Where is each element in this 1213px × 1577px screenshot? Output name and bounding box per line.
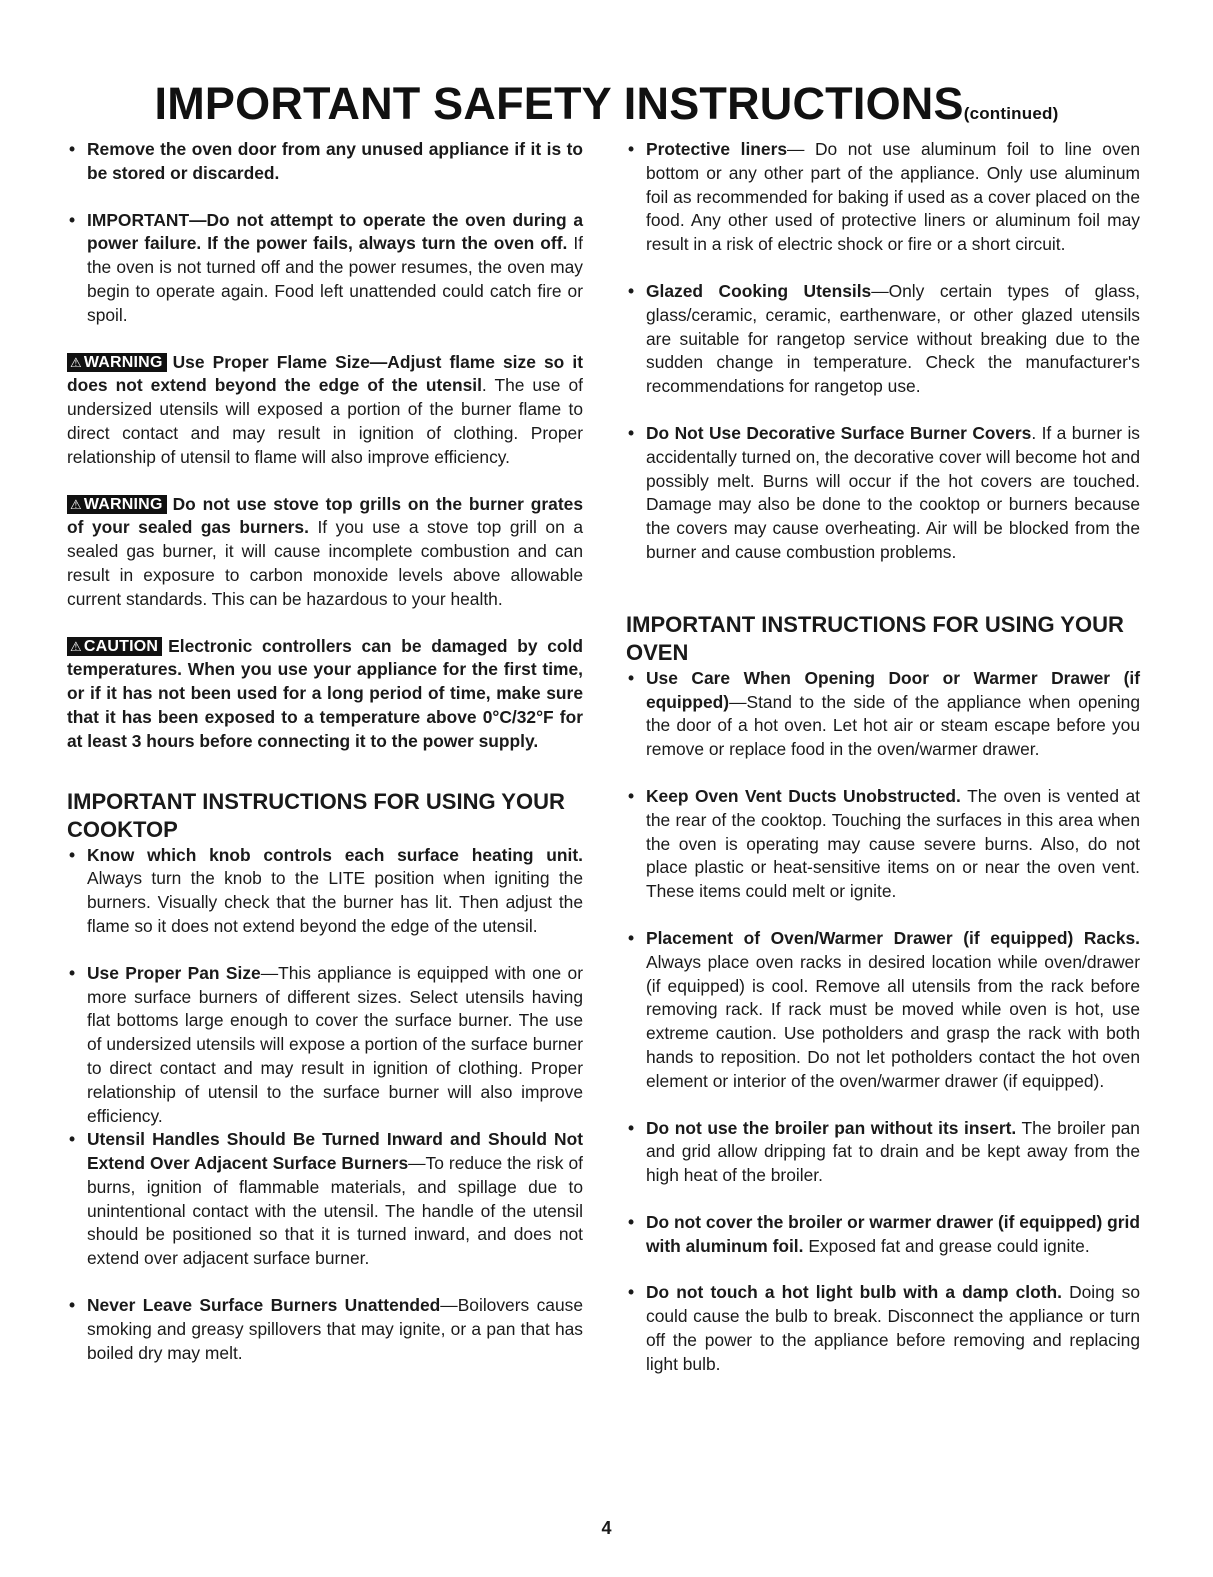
warning-paragraph [67, 351, 583, 470]
item-bold: Do Not Use Decorative Surface Burner Covers [646, 422, 1032, 443]
item-text: — Do not use aluminum foil to line oven bottom or any other part of the appliance. Only use aluminum foil as recommended for baking if used as a cover placed on the food. Any other used of protective liners or aluminum foil may result in a risk of electric shock or fire or a short circuit. [646, 139, 1140, 255]
list-item [626, 138, 1140, 257]
list-item [67, 138, 583, 186]
list-item [626, 1211, 1140, 1259]
item-bold: Utensil Handles Should Be Turned Inward and Should Not Extend Over Adjacent Surface Burners [87, 1129, 583, 1174]
item-text: —This appliance is equipped with one or more surface burners of different sizes. Select utensils having flat bottoms large enough to cover the surface burner. The use of undersized utensils will expose a portion of the surface burner to direct contact and may result in ignition of clothing. Proper relationship of utensil to the surface burner will also improve efficiency. [87, 962, 583, 1126]
item-bold: Do not use the broiler pan without its insert. [646, 1117, 1017, 1138]
item-text: Exposed fat and grease could ignite. [803, 1235, 1090, 1256]
page-title [0, 78, 1213, 130]
item-text: Always place oven racks in desired location while oven/drawer (if equipped) is cool. Remove all utensils from the rack before removing rack. If rack must be moved while oven is hot, use extreme caution. Use potholders and grasp the rack with both hands to reposition. Do not let potholders contact the hot oven element or interior of the oven/warmer drawer (if equipped). [646, 951, 1140, 1091]
section-heading-oven: IMPORTANT INSTRUCTIONS FOR USING YOUR OVEN [626, 611, 1124, 665]
item-bold: IMPORTANT—Do not attempt to operate the oven during a power failure. If the power fails, always turn the oven off. [87, 209, 583, 254]
list-item [626, 280, 1140, 399]
list-item [67, 209, 583, 328]
right-column [626, 138, 1140, 1377]
item-text: . The use of undersized utensils will exposed a portion of the burner flame to direct contact and may result in ignition of clothing. Proper relationship of utensil to flame will also improve efficiency. [67, 375, 583, 467]
item-bold: Know which knob controls each surface heating unit. [87, 844, 583, 865]
item-text: If you use a stove top grill on a sealed gas burner, it will cause incomplete combustion and can result in exposure to carbon monoxide levels above allowable current standards. This can be hazardous to your health. [67, 517, 583, 609]
left-column [67, 138, 583, 1365]
item-text: Doing so could cause the bulb to break. Disconnect the appliance or turn off the power to the appliance before removing and replacing light bulb. [646, 1282, 1140, 1374]
item-bold: Use Care When Opening Door or Warmer Drawer (if equipped) [646, 667, 1140, 712]
warning-paragraph [67, 493, 583, 612]
badge-label: WARNING [83, 495, 163, 513]
item-bold: Use Proper Pan Size [87, 962, 261, 983]
item-text: —Boilovers cause smoking and greasy spillovers that may ignite, or a pan that has boiled dry may melt. [87, 1295, 583, 1363]
list-item [626, 1281, 1140, 1376]
list-item [67, 1294, 583, 1365]
item-bold: Do not cover the broiler or warmer drawer (if equipped) grid with aluminum foil. [646, 1211, 1140, 1256]
title-main: IMPORTANT SAFETY INSTRUCTIONS [154, 78, 964, 129]
list-item [67, 962, 583, 1129]
item-text: . If a burner is accidentally turned on, the decorative cover will become hot and possibly melt. Burns will occur if the hot covers are touched. Damage may also be done to the cooktop or burners because the covers may cause overheating. Air will be blocked from the burner and cause combustion problems. [646, 422, 1140, 562]
item-bold: Keep Oven Vent Ducts Unobstructed. [646, 785, 961, 806]
list-item [626, 667, 1140, 762]
item-text: The broiler pan and grid allow dripping fat to drain and be kept away from the high heat of the broiler. [646, 1117, 1140, 1186]
item-text: —To reduce the risk of burns, ignition of flammable materials, and spillage due to unintentional contact with the utensil. The handle of the utensil should be positioned so that it is turned inward, and does not extend over adjacent surface burner. [87, 1153, 583, 1269]
section-heading-cooktop: IMPORTANT INSTRUCTIONS FOR USING YOUR COOKTOP [67, 788, 565, 842]
caution-paragraph [67, 635, 583, 754]
item-text: If the oven is not turned off and the power resumes, the oven may begin to operate again. Food left unattended could catch fire or spoil. [87, 233, 583, 325]
warning-triangle-icon: ⚠ [70, 496, 82, 512]
item-bold: Remove the oven door from any unused appliance if it is to be stored or discarded. [87, 139, 583, 183]
list-item [626, 785, 1140, 904]
item-text: The oven is vented at the rear of the cooktop. Touching the surfaces in this area when the oven is operating may cause severe burns. Also, do not place plastic or heat-sensitive items on or near the oven vent. These items could melt or ignite. [646, 785, 1140, 902]
warning-badge [67, 353, 167, 372]
list-item [67, 1128, 583, 1271]
page-number: 4 [601, 1518, 612, 1538]
warning-triangle-icon: ⚠ [70, 638, 82, 654]
item-bold: Never Leave Surface Burners Unattended [87, 1295, 441, 1316]
warning-triangle-icon: ⚠ [70, 354, 82, 370]
item-bold: Do not touch a hot light bulb with a damp cloth. [646, 1282, 1062, 1303]
item-bold: Placement of Oven/Warmer Drawer (if equipped) Racks. [646, 927, 1140, 948]
list-item [67, 844, 583, 939]
title-suffix: (continued) [963, 104, 1059, 123]
caution-badge [67, 637, 162, 656]
list-item [626, 422, 1140, 565]
item-text: —Stand to the side of the appliance when opening the door of a hot oven. Let hot air or steam escape before you remove or replace food in the oven/warmer drawer. [646, 691, 1140, 760]
item-bold: Protective liners [646, 139, 788, 159]
item-bold: Electronic controllers can be damaged by cold temperatures. When you use your appliance for the first time, or if it has not been used for a long period of time, make sure that it has been exposed to a temperature above 0°C/32°F for at least 3 hours before connecting it to the power supply. [67, 635, 583, 751]
list-item [626, 1117, 1140, 1188]
warning-badge [67, 495, 167, 514]
item-bold: Do not use stove top grills on the burner grates of your sealed gas burners. [67, 493, 583, 538]
badge-label: CAUTION [83, 637, 159, 655]
item-bold: Glazed Cooking Utensils [646, 280, 872, 301]
item-text: Always turn the knob to the LITE position when igniting the burners. Visually check that the burner has lit. Then adjust the flame so it does not extend beyond the edge of the utensil. [87, 868, 583, 936]
item-bold: Use Proper Flame Size—Adjust flame size so it does not extend beyond the edge of the utensil [67, 351, 583, 396]
badge-label: WARNING [83, 353, 163, 371]
item-text: —Only certain types of glass, glass/ceramic, ceramic, earthenware, or other glazed utensils are suitable for rangetop service without breaking due to the sudden change in temperature. Check the manufacturer's recommendations for rangetop use. [646, 280, 1140, 397]
list-item [626, 927, 1140, 1094]
